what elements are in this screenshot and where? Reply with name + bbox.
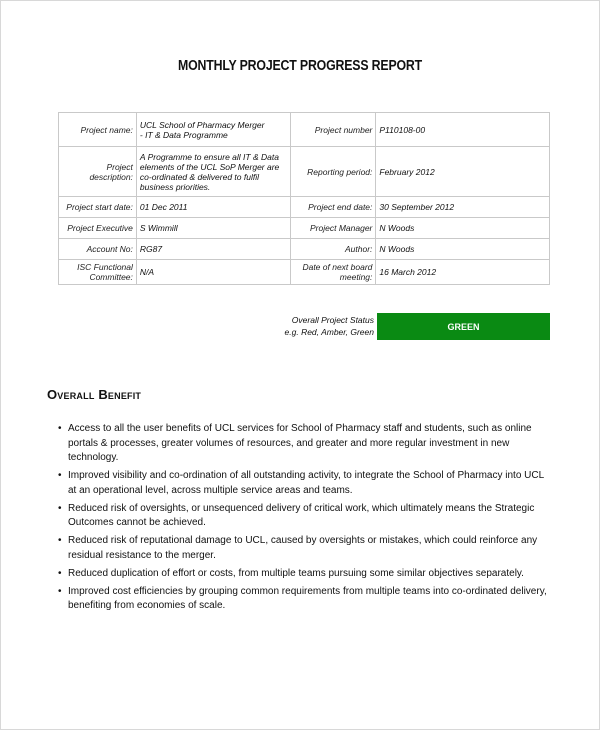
author-label: Author: [290,239,376,260]
list-item [58,585,548,614]
project-start-date-value: 01 Dec 2011 [136,197,290,218]
status-badge: GREEN [377,313,550,340]
project-description-label: Project description: [59,147,137,197]
account-no-label: Account No: [59,239,137,260]
project-description-value: A Programme to ensure all IT & Data elements of the UCL SoP Merger are co-ordinated & delivered to fulfil business priorities. [136,147,290,197]
list-item-text: Improved cost efficiencies by grouping common requirements from multiple teams into co-ordinated delivery, benefiting from economies of scale. [68,585,547,611]
table-row [59,218,550,239]
project-manager-value: N Woods [376,218,550,239]
project-number-value: P110108-00 [376,113,550,147]
next-board-meeting-label: Date of next board meeting: [290,260,376,285]
list-item [58,502,548,531]
bullet-icon: • [58,567,62,579]
list-item-text: Improved visibility and co-ordination of all outstanding activity, to integrate the School of Pharmacy into UCL at an operational level, across multiple service areas and teams. [68,470,544,496]
bullet-icon: • [58,423,62,434]
table-row [59,197,550,218]
list-item [58,567,548,582]
project-start-date-label: Project start date: [59,197,137,218]
bullet-icon: • [58,585,62,597]
project-end-date-value: 30 September 2012 [376,197,550,218]
project-executive-value: S Wimmill [136,218,290,239]
reporting-period-value: February 2012 [376,147,550,197]
project-manager-label: Project Manager [290,218,376,239]
author-value: N Woods [376,239,550,260]
report-title: MONTHLY PROJECT PROGRESS REPORT [177,58,423,74]
list-item [58,469,548,498]
status-label-line1: Overall Project Status [291,315,374,325]
project-end-date-label: Project end date: [290,197,376,218]
isc-committee-value: N/A [136,260,290,285]
list-item-text: Reduced risk of oversights, or unsequenced delivery of critical work, which ultimately means the Strategic Outcomes cannot be achieved. [68,502,535,528]
list-item-text: Reduced risk of reputational damage to UCL, caused by oversights or mistakes, which could reinforce any residual resistance to the merger. [68,535,538,561]
section-heading-overall-benefit: Overall Benefit [47,387,142,402]
project-info-table [58,112,550,285]
table-row [59,239,550,260]
bullet-icon: • [58,470,62,481]
table-row [59,113,550,147]
benefit-list [58,422,548,617]
list-item-text: Access to all the user benefits of UCL services for School of Pharmacy staff and students, such as online portals & processes, greater volumes of resources, and greater and more regular investment in new technology. [68,423,532,463]
overall-status-label [278,314,374,338]
table-row [59,147,550,197]
table-row [59,260,550,285]
next-board-meeting-value: 16 March 2012 [376,260,550,285]
list-item-text: Reduced duplication of effort or costs, from multiple teams pursuing some similar objectives separately. [68,567,524,579]
bullet-icon: • [58,502,62,514]
account-no-value: RG87 [136,239,290,260]
project-number-label: Project number [290,113,376,147]
project-executive-label: Project Executive [59,218,137,239]
project-name-value: UCL School of Pharmacy Merger - IT & Data Programme [136,113,290,147]
project-name-label: Project name: [59,113,137,147]
isc-committee-label: ISC Functional Committee: [59,260,137,285]
list-item [58,422,548,466]
bullet-icon: • [58,535,62,546]
list-item [58,534,548,563]
reporting-period-label: Reporting period: [290,147,376,197]
status-label-line2: e.g. Red, Amber, Green [284,327,374,337]
